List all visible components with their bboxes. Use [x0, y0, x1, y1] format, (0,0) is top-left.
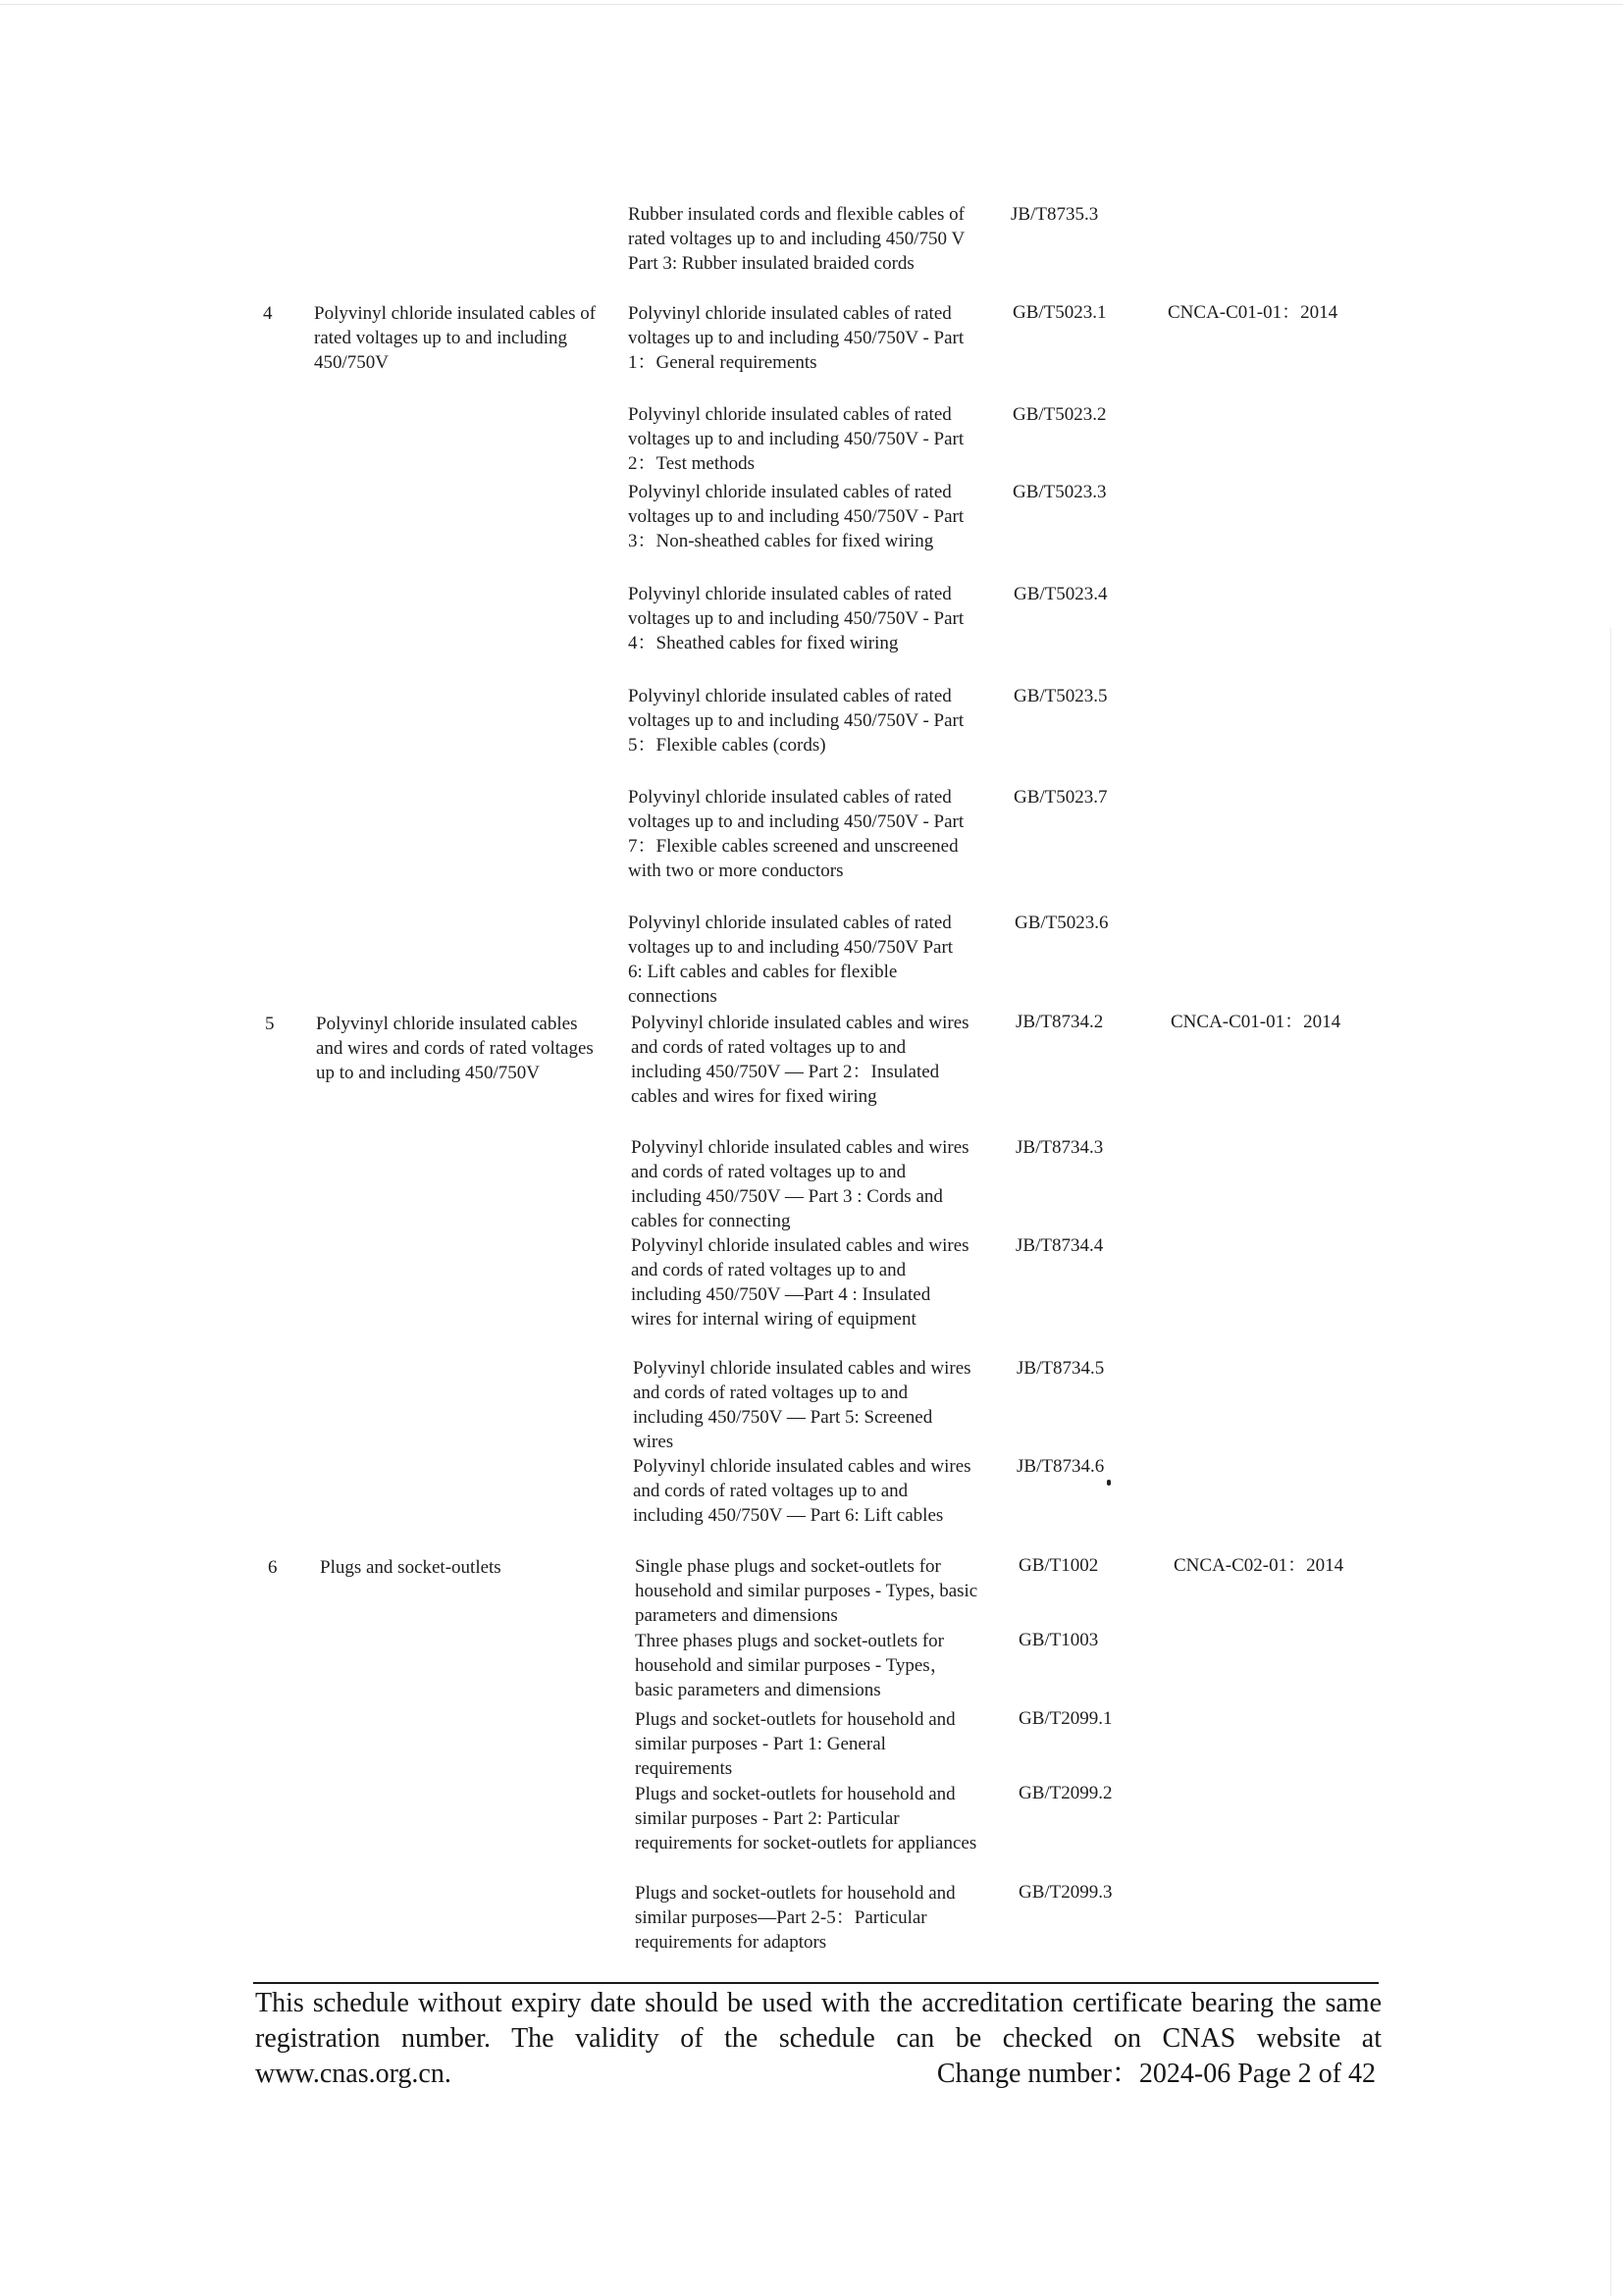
standard-title: Polyvinyl chloride insulated cables and wires and cords of rated voltages up to and including 450/750V — Part 2：Insulated cables and wires for fixed wiring [631, 1013, 969, 1107]
group-number: 6 [268, 1557, 278, 1578]
standard-title: Polyvinyl chloride insulated cables and wires and cords of rated voltages up to and including 450/750V — Part 5: Screened wires [633, 1358, 971, 1452]
standard-title: Plugs and socket-outlets for household and similar purposes—Part 2-5：Particular requirements for adaptors [635, 1883, 956, 1953]
standard-number: GB/T5023.1 [1013, 302, 1107, 323]
standard-number: JB/T8734.4 [1016, 1235, 1104, 1256]
scan-mark [1107, 1480, 1111, 1486]
standard-number: JB/T8734.6 [1017, 1456, 1105, 1477]
group-number: 5 [265, 1014, 275, 1034]
standard-title: Rubber insulated cords and flexible cables of rated voltages up to and including 450/750 V Part 3: Rubber insulated braided cords [628, 204, 965, 274]
scan-edge-top [0, 4, 1623, 5]
standard-number: GB/T5023.6 [1015, 913, 1109, 933]
standard-number: JB/T8735.3 [1011, 204, 1099, 225]
standard-title: Polyvinyl chloride insulated cables of rated voltages up to and including 450/750V - Part 3：Non-sheathed cables for fixed wiring [628, 482, 965, 551]
standard-number: GB/T5023.5 [1014, 686, 1108, 706]
footer-statement: This schedule without expiry date should be used with the accreditation certificate bearing the same registration number. The validity of the schedule can be checked on CNAS website at [255, 1988, 1382, 2054]
implementation-rule: CNCA-C02-01：2014 [1174, 1555, 1344, 1576]
standard-number: JB/T8734.5 [1017, 1358, 1105, 1379]
implementation-rule: CNCA-C01-01：2014 [1168, 302, 1338, 323]
standard-number: GB/T5023.4 [1014, 584, 1108, 604]
standard-number: JB/T8734.3 [1016, 1137, 1104, 1158]
product-name: Polyvinyl chloride insulated cables of rated voltages up to and including 450/750V [314, 303, 597, 373]
standard-number: GB/T5023.3 [1013, 482, 1107, 502]
standard-title: Plugs and socket-outlets for household and similar purposes - Part 1: General requirements [635, 1709, 956, 1779]
standard-title: Polyvinyl chloride insulated cables of rated voltages up to and including 450/750V Part 6: Lift cables and cables for flexible connections [628, 913, 954, 1007]
standard-number: GB/T5023.7 [1014, 787, 1108, 808]
standard-title: Polyvinyl chloride insulated cables and wires and cords of rated voltages up to and including 450/750V — Part 3 : Cords and cables for connecting [631, 1137, 969, 1231]
standard-number: GB/T2099.3 [1019, 1882, 1113, 1903]
standard-title: Polyvinyl chloride insulated cables and wires and cords of rated voltages up to and including 450/750V —Part 4 : Insulated wires for internal wiring of equipment [631, 1235, 969, 1330]
cnas-website-link[interactable]: www.cnas.org.cn. [255, 2059, 451, 2089]
scan-edge-right [1610, 628, 1611, 2296]
change-number-page: Change number：2024-06 Page 2 of 42 [936, 2059, 1376, 2089]
standard-number: JB/T8734.2 [1016, 1012, 1104, 1032]
implementation-rule: CNCA-C01-01：2014 [1171, 1012, 1341, 1032]
standard-title: Polyvinyl chloride insulated cables of rated voltages up to and including 450/750V - Part 4：Sheathed cables for fixed wiring [628, 584, 965, 653]
product-name: Plugs and socket-outlets [320, 1557, 501, 1578]
standard-number: GB/T2099.2 [1019, 1783, 1113, 1803]
standard-title: Polyvinyl chloride insulated cables of rated voltages up to and including 450/750V - Part 1：General requirements [628, 303, 965, 373]
standard-title: Polyvinyl chloride insulated cables of rated voltages up to and including 450/750V - Part 5：Flexible cables (cords) [628, 686, 965, 756]
standard-number: GB/T2099.1 [1019, 1708, 1113, 1729]
standard-title: Polyvinyl chloride insulated cables of rated voltages up to and including 450/750V - Part 7：Flexible cables screened and unscreened with two or more conductors [628, 787, 965, 881]
standard-title: Three phases plugs and socket-outlets for household and similar purposes - Types，basic parameters and dimensions [635, 1631, 949, 1700]
standard-title: Polyvinyl chloride insulated cables and wires and cords of rated voltages up to and including 450/750V — Part 6: Lift cables [633, 1456, 971, 1526]
standard-title: Single phase plugs and socket-outlets for household and similar purposes - Types, basic parameters and dimensions [635, 1556, 978, 1626]
standard-number: GB/T1002 [1019, 1555, 1099, 1576]
group-number: 4 [263, 303, 273, 324]
standard-number: GB/T1003 [1019, 1630, 1099, 1650]
standard-number: GB/T5023.2 [1013, 404, 1107, 425]
standard-title: Polyvinyl chloride insulated cables of rated voltages up to and including 450/750V - Part 2：Test methods [628, 404, 965, 474]
footer-divider [253, 1982, 1379, 1984]
product-name: Polyvinyl chloride insulated cables and wires and cords of rated voltages up to and including 450/750V [316, 1014, 594, 1083]
standard-title: Plugs and socket-outlets for household and similar purposes - Part 2: Particular requirements for socket-outlets for appliances [635, 1784, 977, 1853]
